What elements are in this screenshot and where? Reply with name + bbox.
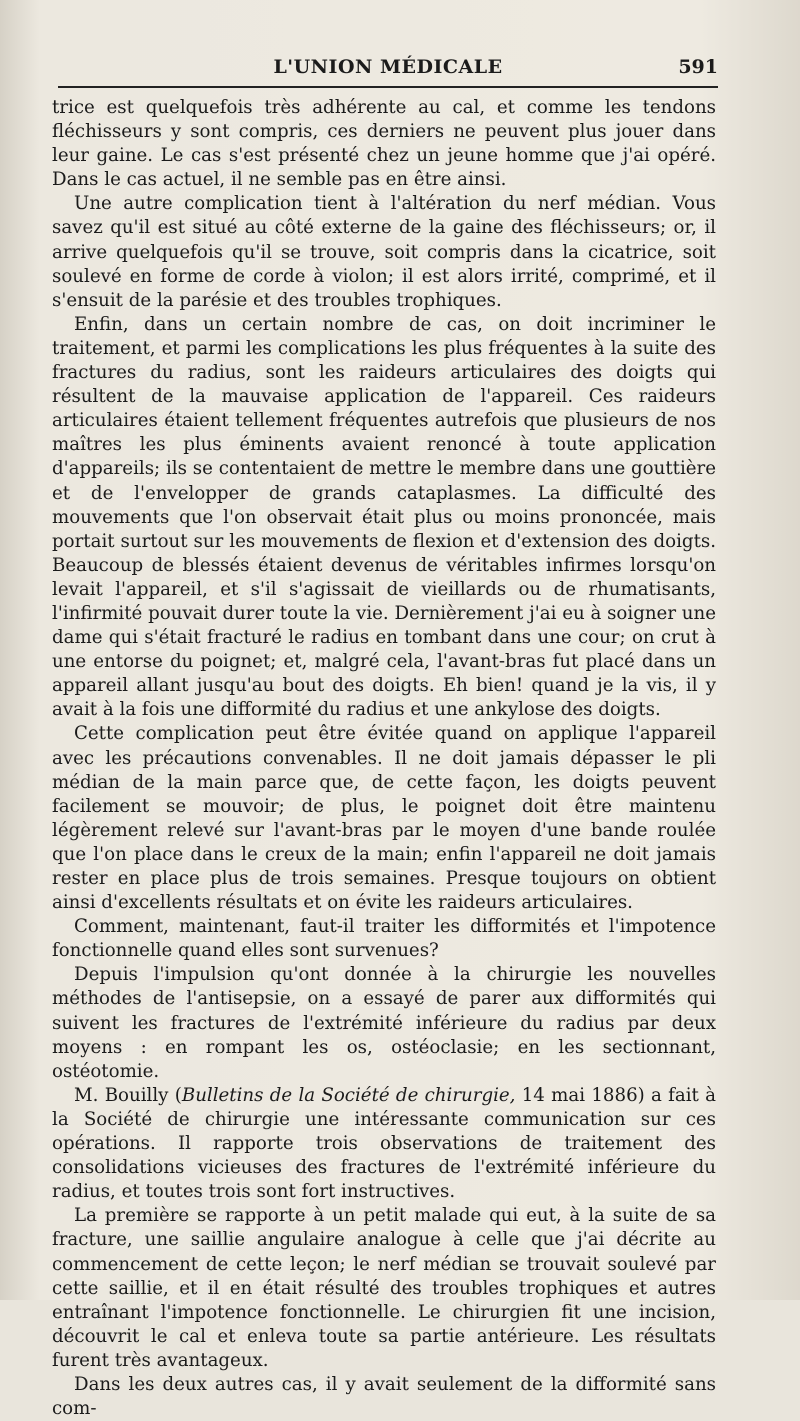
paragraph-6: Depuis l'impulsion qu'ont donnée à la chirurgie les nouvelles méthodes de l'antisepsie, on a essayé de parer aux difformités qui suivent les fractures de l'extrémité inférieure du radius par deux moyens : en rompant les os, ostéoclasie; en les sectionnant, ostéotomie. [52, 964, 716, 1082]
paragraph-8: La première se rapporte à un petit malade qui eut, à la suite de sa fracture, une saillie angulaire analogue à celle que j'ai décrite au commencement de cette leçon; le nerf médian se trouvait soulevé par cette saillie, et il en était résulté des troubles trophiques et autres entraînant l'impotence fonctionnelle. Le chirurgien fit une incision, découvrit le cal et enleva toute sa partie antérieure. Les résultats furent très avantageux. [52, 1205, 716, 1371]
header-rule [58, 86, 718, 88]
paragraph-4: Cette complication peut être évitée quand on applique l'appareil avec les précautions convenables. Il ne doit jamais dépasser le pli médian de la main parce que, de cette façon, les doigts peuvent facilement se mouvoir; de plus, le poignet doit être maintenu légèrement relevé sur l'avant-bras par le moyen d'une bande roulée que l'on place dans le creux de la main; enfin l'appareil ne doit jamais rester en place plus de trois semaines. Presque toujours on obtient ainsi d'excellents résultats et on évite les raideurs articulaires. [52, 723, 716, 914]
paragraph-7 [52, 1084, 716, 1204]
paragraph-1: trice est quelquefois très adhérente au cal, et comme les tendons fléchisseurs y sont compris, ces derniers ne peuvent plus jouer dans leur gaine. Le cas s'est présenté chez un jeune homme que j'ai opéré. Dans le cas actuel, il ne semble pas en être ainsi. [52, 97, 716, 191]
running-header [58, 52, 718, 82]
paragraph-2: Une autre complication tient à l'altération du nerf médian. Vous savez qu'il est situé au côté externe de la gaine des fléchisseurs; or, il arrive quelquefois qu'il se trouve, soit compris dans la cicatrice, soit soulevé en forme de corde à violon; il est alors irrité, comprimé, et il s'ensuit de la parésie et des troubles trophiques. [52, 193, 716, 311]
citation: Bulletins de la Société de chirurgie, [181, 1084, 516, 1106]
article-body [52, 96, 716, 1421]
paragraph-7-start: M. Bouilly ( [74, 1084, 182, 1106]
paragraph-5: Comment, maintenant, faut-il traiter les difformités et l'impotence fonctionnelle quand elles sont survenues? [52, 916, 716, 962]
paragraph-3: Enfin, dans un certain nombre de cas, on doit incriminer le traitement, et parmi les complications les plus fréquentes à la suite des fractures du radius, sont les raideurs articulaires des doigts qui résultent de la mauvaise application de l'appareil. Ces raideurs articulaires étaient tellement fréquentes autrefois que plusieurs de nos maîtres les plus éminents avaient renoncé à toute application d'appareils; ils se contentaient de mettre le membre dans une gouttière et de l'envelopper de grands cataplasmes. La difficulté des mouvements que l'on observait était plus ou moins prononcée, mais portait surtout sur les mouvements de flexion et d'extension des doigts. Beaucoup de blessés étaient devenus de véritables infirmes lorsqu'on levait l'appareil, et s'il s'agissait de vieillards ou de rhumatisants, l'infirmité pouvait durer toute la vie. Dernièrement j'ai eu à soigner une dame qui s'était fracturé le radius en tombant dans une cour; on crut à une entorse du poignet; et, malgré cela, l'avant-bras fut placé dans un appareil allant jusqu'au bout des doigts. Eh bien! quand je la vis, il y avait à la fois une difformité du radius et une ankylose des doigts. [52, 313, 716, 721]
page-number: 591 [678, 56, 718, 78]
running-title: L'UNION MÉDICALE [273, 56, 503, 78]
paragraph-9: Dans les deux autres cas, il y avait seulement de la difformité sans com- [52, 1373, 716, 1420]
paragraph-7-end: 14 mai 1886) a fait à la Société de chirurgie une intéressante communication sur ces opérations. Il rapporte trois observations de traitement des consolidations vicieuses des fractures de l'extrémité inférieure du radius, et toutes trois sont fort instructives. [52, 1084, 716, 1203]
